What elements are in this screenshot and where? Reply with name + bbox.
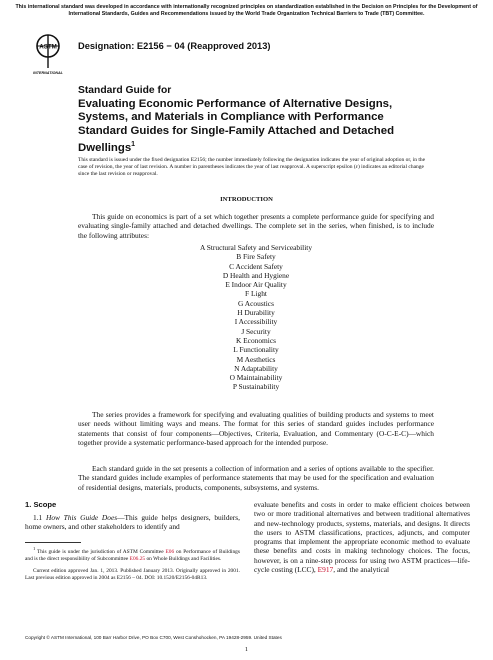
issuance-note: This standard is issued under the fixed designation E2156; the number immediately following the designation indicates the year of original adoption or, in the case of revision, the year of last revision. A number in parentheses indicates the year of last reapproval. A superscript epsilon (ε) indicates an editorial change since the last revision or reapproval. (78, 157, 426, 177)
attribute-item: J Security (241, 326, 271, 336)
footnote-mark: 1 (33, 546, 36, 551)
document-title (78, 84, 423, 156)
attribute-item: C Accident Safety (229, 261, 283, 271)
attribute-item: F Light (245, 289, 267, 299)
svg-text:ASTM: ASTM (39, 43, 57, 51)
introduction-paragraph-3: Each standard guide in the set presents a collection of information and a series of options available to the specifier. The standard guides include examples of performance statements that may be used for the specification and evaluation of residential designs, materials, products, components, subsystems, and systems. (78, 464, 434, 492)
copyright-line: Copyright © ASTM International, 100 Barr Harbor Drive, PO Box C700, West Conshohocken, PA 19428-2959. United States (25, 635, 282, 640)
title-main: Evaluating Economic Performance of Alternative Designs, Systems, and Materials in Compliance with Performance Standard Guides for Single-Family Attached and Detached Dwellings (78, 97, 395, 155)
attribute-item: I Accessibility (234, 317, 278, 327)
section-number: 1.1 (33, 513, 43, 522)
introduction-paragraph-2: The series provides a framework for specifying and evaluating qualities of building products and systems to meet user needs without limiting ways and means. The format for this series of standard guides includes performance statements that consist of four components—Objectives, Criteria, Evaluation, and Commentary (O-C-E-C)—which together provide a systematic performance-based approach for the intended purpose. (78, 410, 434, 447)
attribute-item: H Durability (237, 308, 275, 318)
page-number: 1 (244, 646, 249, 653)
introduction-paragraph-1: This guide on economics is part of a set which together presents a complete performance guide for specifying and evaluating single-family attached and detached dwellings. The complete set in the series, when finished, is to include the following attributes: (78, 212, 434, 240)
section-title: How This Guide Does (45, 513, 118, 522)
attribute-item: O Maintainability (229, 373, 283, 383)
title-footnote-mark: 1 (131, 141, 136, 149)
attribute-item: G Acoustics (238, 298, 274, 308)
astm-logo (33, 33, 63, 77)
scope-1-1-left: 1.1 How This Guide Does—This guide helps designers, builders, home owners, and other stakeholders to identify and (25, 513, 240, 532)
footnote-edition: Current edition approved Jan. 1, 2013. Published January 2013. Originally approved in 2001. Last previous edition approved in 2004 as E2156 – 04. DOI: 10.1520/E2156-04R13. (25, 568, 240, 581)
attribute-item: M Aesthetics (236, 354, 276, 364)
designation: Designation: E2156 − 04 (Reapproved 2013) (78, 41, 271, 51)
standards-notice: This international standard was developed in accordance with internationally recognized principles on standardization established in the Decision on Principles for the Development of International Standards, Guides and Recommendations issued by the World Trade Organization Technical Barriers to Trade (TBT) Committee. (15, 4, 478, 17)
attribute-item: N Adaptability (234, 363, 278, 373)
attribute-item: A Structural Safety and Serviceability (199, 243, 313, 252)
title-line-1: Standard Guide for (78, 85, 172, 96)
attribute-list (78, 243, 434, 392)
link-e06-25[interactable]: E06.25 (129, 555, 146, 562)
attribute-item: L Functionality (233, 345, 279, 355)
scope-heading: 1. Scope (25, 500, 57, 509)
attribute-item: K Economics (235, 335, 277, 345)
attribute-item: D Health and Hygiene (222, 270, 290, 280)
link-e917[interactable]: E917 (317, 565, 334, 575)
svg-text:INTERNATIONAL: INTERNATIONAL (33, 71, 63, 75)
introduction-heading: INTRODUCTION (220, 196, 273, 203)
scope-1-1-right: evaluate benefits and costs in order to make efficient choices between two or more traditional alternatives and between traditional alternatives and new-technology products, systems, materials, and designs. It directs the users to ASTM classifications, practices, adjuncts, and computer programs that implement the appropriate economic method to evaluate these benefits and costs in making technology choices. The focus, however, is on a nine-step process for using two ASTM practices—life-cycle costing (LCC), E917, and the analytical (254, 500, 470, 575)
footnote-divider (25, 542, 81, 543)
attribute-item: E Indoor Air Quality (225, 280, 287, 290)
attribute-item: P Sustainability (232, 382, 280, 392)
link-e06[interactable]: E06 (165, 548, 175, 555)
attribute-item: B Fire Safety (236, 252, 276, 262)
footnote-1: $^1$ This guide is under the jurisdiction of ASTM Committee E06 on Performance of Buildings and is the direct responsibility of Subcommittee E06.25 on Whole Buildings and Facilities. (25, 546, 240, 562)
